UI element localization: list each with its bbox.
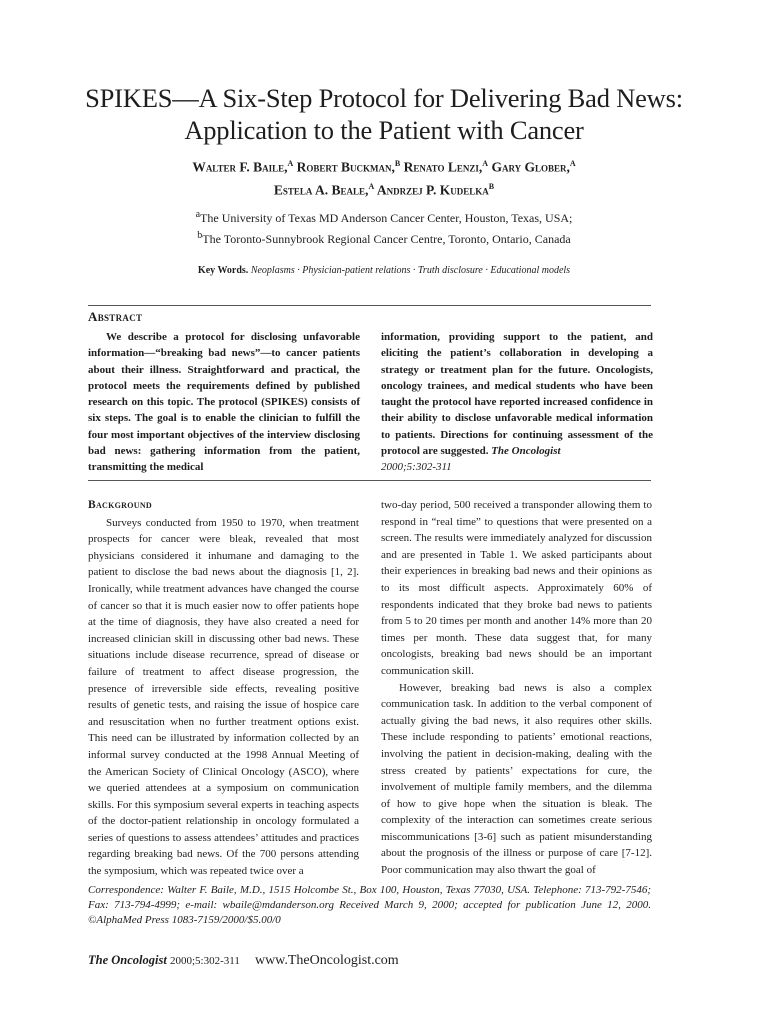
abstract-right-text: information, providing support to the patient, and eliciting the patient’s collaboration in developing a strategy or treatment plan for the future. Oncologists, oncology trainees, and medical students who have been taught the protocol have reported increased confidence in their ability to disclose unfavorable medical information to patients. Directions for continuing assessment of the protocol are suggested. [381, 331, 653, 458]
footer-pages: 2000;5:302-311 [169, 955, 240, 967]
keywords [40, 265, 728, 276]
background-paragraph-3: However, breaking bad news is also a complex communication task. In addition to the verbal component of actually giving the bad news, it also requires other skills. These include responding to patients’ emotional reactions, involving the patient in decision-making, dealing with the stress created by patients’ expectations for cure, the involvement of multiple family members, and the dilemma of how to give hope when the situation is bleak. The complexity of the interaction can sometimes create serious miscommunications [3-6] such as patient misunderstanding about the prognosis of the illness or purpose of care [7-12]. Poor communication may also thwart the goal of [381, 681, 652, 877]
page-footer [88, 953, 399, 969]
author-name: Robert Buckman, [296, 159, 395, 175]
keywords-terms: Neoplasms · Physician-patient relations · Truth disclosure · Educational models [250, 265, 571, 276]
author-name: Estela A. Beale, [273, 182, 369, 197]
background-heading: Background [88, 499, 153, 511]
author-affiliation-mark: b [394, 157, 401, 169]
abstract-left-column: We describe a protocol for disclosing unfavorable information—“breaking bad news”—to cancer patients about their illness. Straightforward and practical, the protocol meets the requirements defined by published research on this topic. The protocol (SPIKES) consists of six steps. The goal is to enable the clinician to fulfill the four most important objectives of the interview disclosing bad news: gathering information from the patient, transmitting the medical [88, 331, 360, 474]
body-left-column [88, 497, 359, 880]
affiliation-mark: a [195, 209, 201, 220]
author-affiliation-mark: a [482, 157, 489, 169]
author-affiliation-mark: b [488, 179, 495, 192]
author-name: Gary Glober, [491, 159, 570, 175]
body-right-column [381, 497, 652, 879]
affiliation-a [40, 206, 728, 227]
article-title [40, 82, 728, 146]
correspondence-note: Correspondence: Walter F. Baile, M.D., 1515 Holcombe St., Box 100, Houston, Texas 77030, USA. Telephone: 713-792-7546; Fax: 713-794-4999; e-mail: wbaile@mdanderson.org Received March 9, 2000; accepted for publication June 12, 2000. ©AlphaMed Press 1083-7159/2000/$5.00/0 [88, 884, 651, 926]
affiliation-b [40, 227, 728, 248]
author-name: Walter F. Baile, [192, 159, 288, 175]
affiliations [40, 206, 728, 248]
author-name: Renato Lenzi, [403, 159, 483, 175]
affiliation-text: The University of Texas MD Anderson Cancer Center, Houston, Texas, USA; [200, 211, 573, 225]
background-paragraph-1: Surveys conducted from 1950 to 1970, when treatment prospects for cancer were bleak, revealed that most physicians considered it inhumane and damaging to the patient to disclose the bad news about the diagnosis [1, 2]. Ironically, while treatment advances have changed the course of cancer so that it is much easier now to offer patients hope at the time of diagnosis, they have also created a need for increased clinician skill in discussing other bad news. These situations include disease recurrence, spread of disease or failure of treatment to affect disease progression, the presence of irreversible side effects, revealing positive results of genetic tests, and raising the issue of hospice care and resuscitation when no further treatment options exist. This need can be illustrated by information collected by an informal survey conducted at the 1998 Annual Meeting of the American Society of Clinical Oncology (ASCO), where we queried attendees at a symposium on communication skills. For this symposium several experts in teaching aspects of the doctor-patient relationship in oncology formulated a series of questions to assess attendees’ attitudes and practices regarding breaking bad news. Of the 700 persons attending the symposium, which was repeated twice over a [88, 516, 359, 878]
divider-abstract [88, 480, 651, 481]
divider-top [88, 305, 651, 306]
abstract-citation-ref: 2000;5:302-311 [381, 461, 452, 474]
author-affiliation-mark: a [368, 179, 375, 192]
author-affiliation-mark: a [569, 157, 576, 169]
author-line-2 [40, 177, 728, 200]
background-paragraph-2: two-day period, 500 received a transponder allowing them to respond in “real time” to questions that were presented on a screen. The results were immediately analyzed for discussion and are presented in Table 1. We asked participants about their experiences in breaking bad news and their opinions as to its most difficult aspects. Approximately 60% of respondents indicated that they broke bad news to patients from 5 to 20 times per month and another 14% more than 20 times per month. These data suggest that, for many oncologists, breaking bad news should be an important communication skill. [381, 499, 652, 677]
affiliation-mark: b [197, 230, 203, 241]
author-name: Andrzej P. Kudelka [376, 182, 489, 197]
title-line-1: SPIKES—A Six-Step Protocol for Delivering Bad News: [85, 83, 683, 113]
title-line-2: Application to the Patient with Cancer [184, 115, 584, 145]
footer-journal: The Oncologist [88, 953, 167, 967]
abstract-citation-journal: The Oncologist [491, 445, 561, 458]
keywords-label: Key Words. [197, 265, 249, 276]
author-line-1 [40, 154, 728, 177]
abstract-right-column [381, 329, 653, 476]
author-list [40, 154, 728, 199]
abstract-heading: Abstract [88, 309, 143, 324]
footer-website: www.TheOncologist.com [254, 953, 399, 968]
affiliation-text: The Toronto-Sunnybrook Regional Cancer Centre, Toronto, Ontario, Canada [202, 232, 571, 246]
author-affiliation-mark: a [287, 157, 294, 169]
